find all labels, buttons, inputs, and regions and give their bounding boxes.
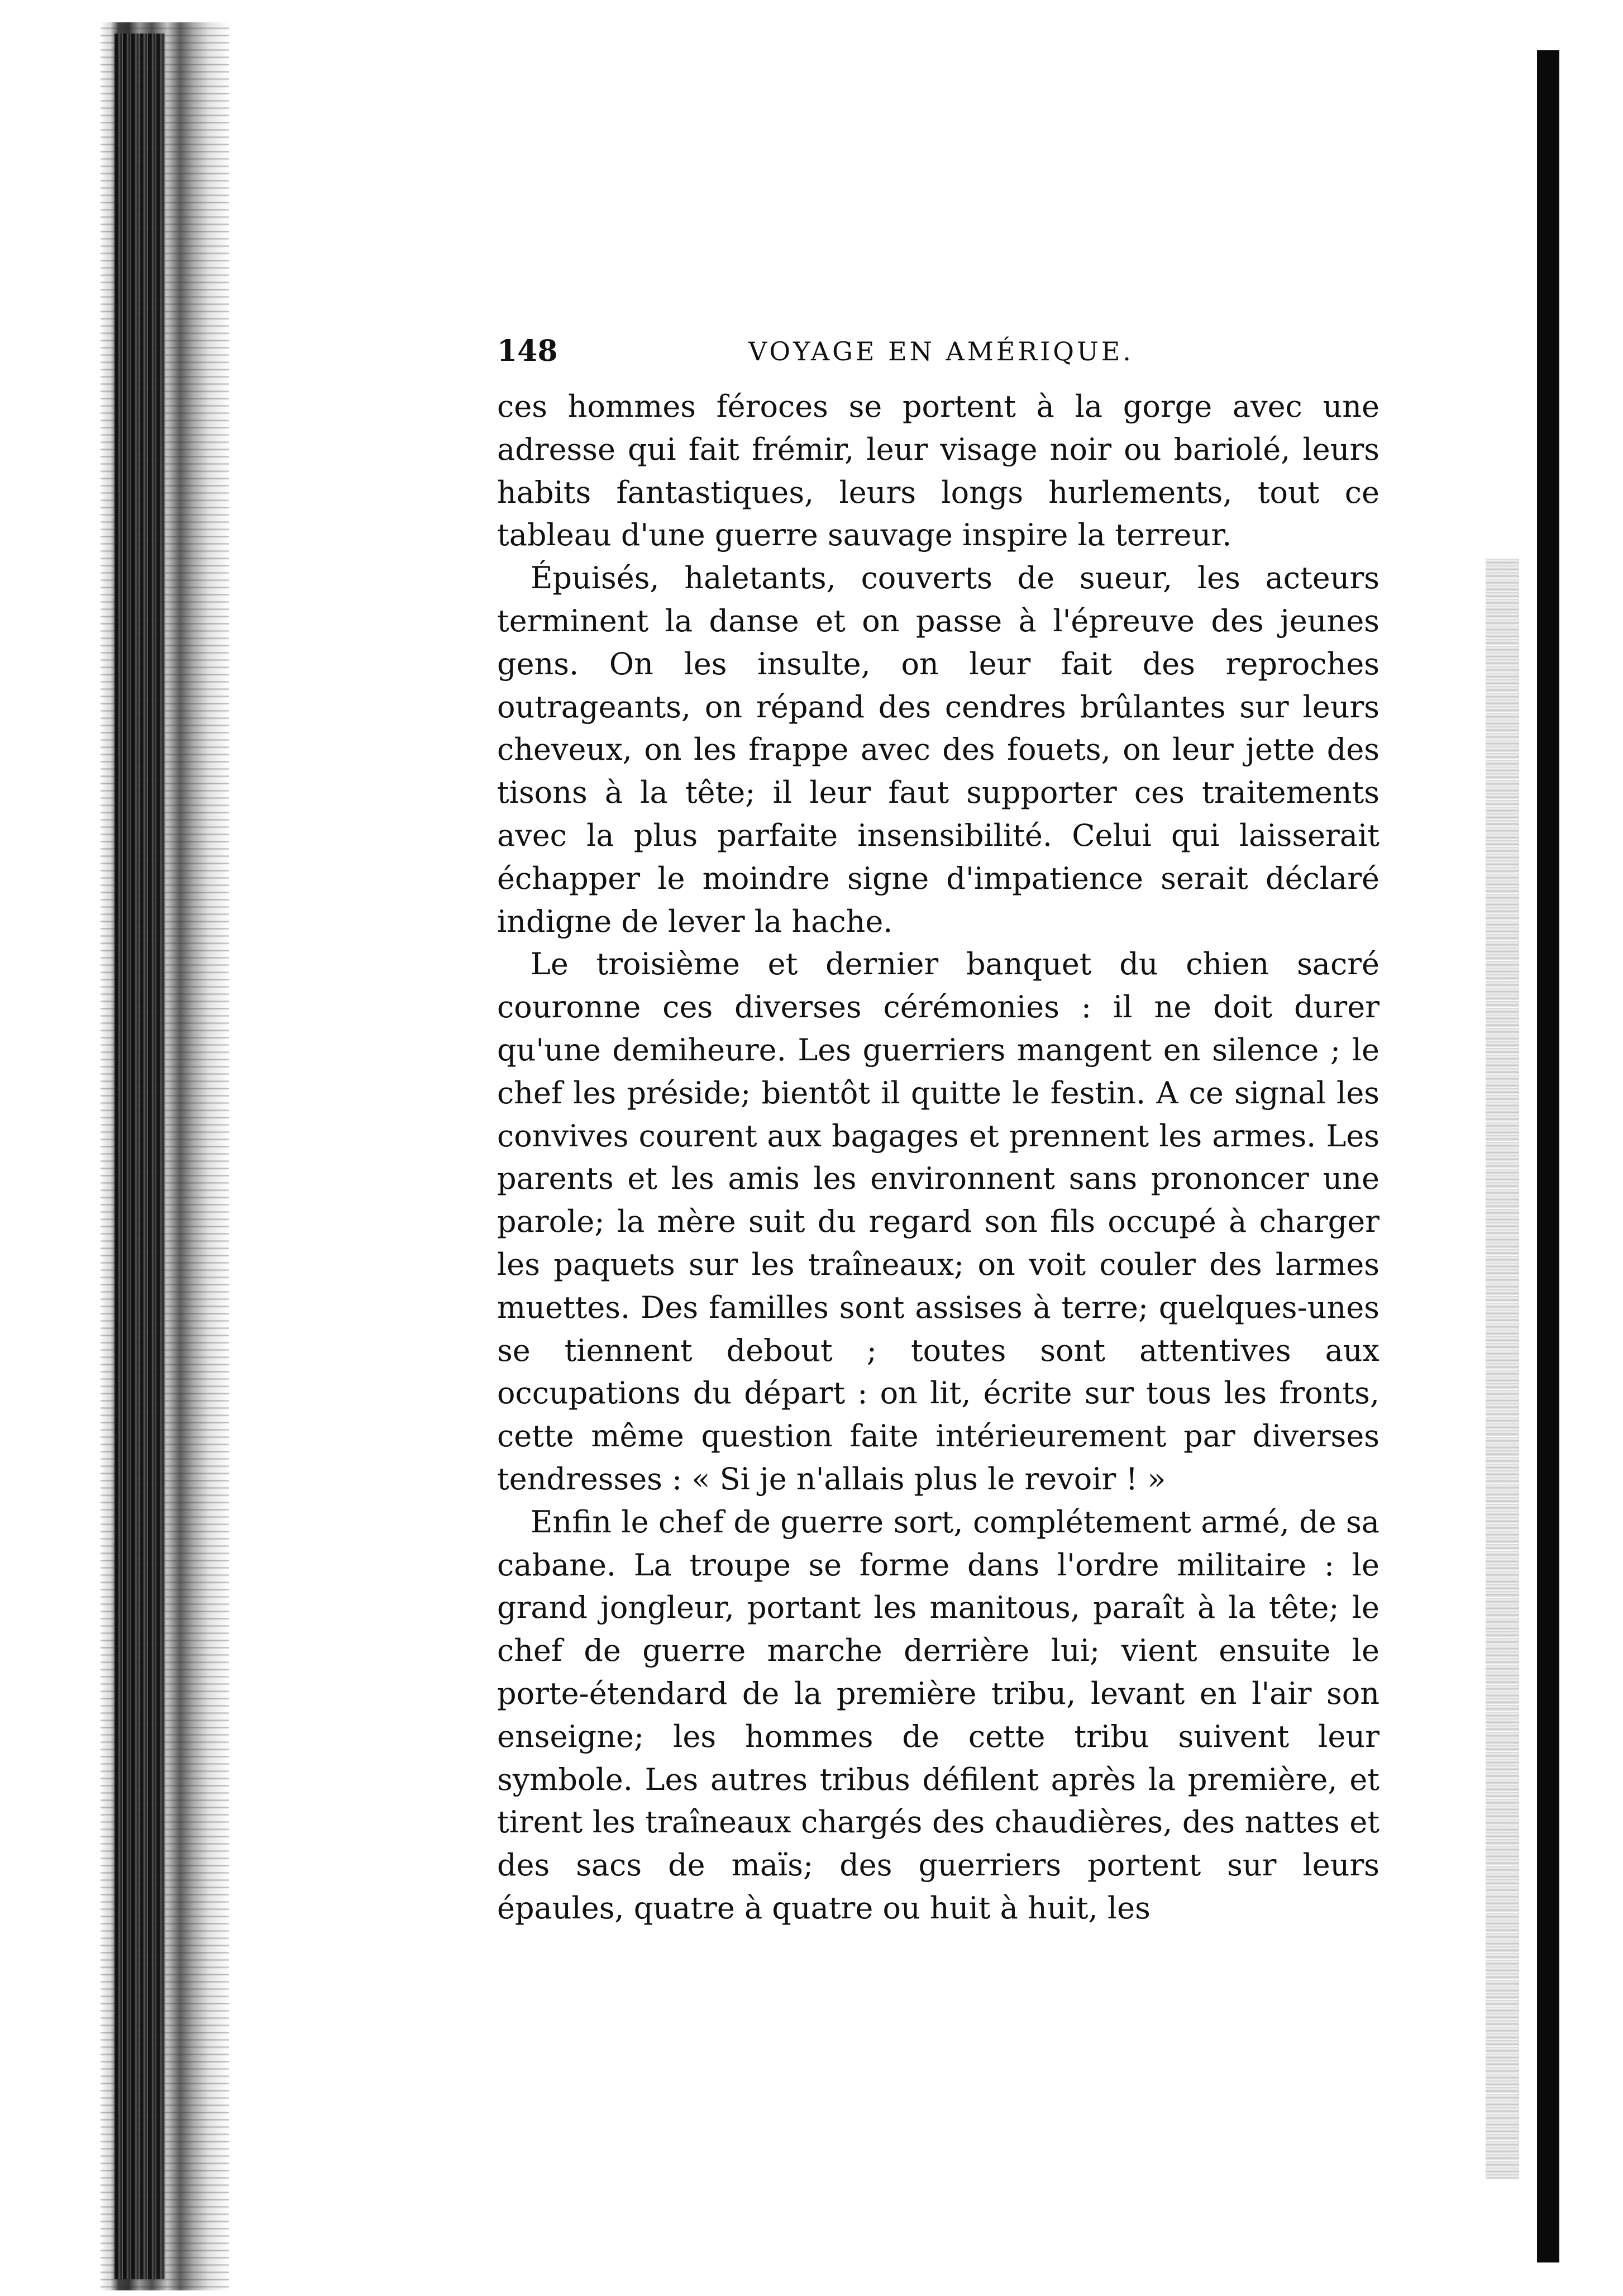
running-title: VOYAGE EN AMÉRIQUE. xyxy=(748,336,1134,366)
paragraph-3: Le troisième et dernier banquet du chien sacré couronne ces diverses cérémonies : il ne doit durer qu'une demiheure. Les guerriers mangent en silence ; le chef les préside; bientôt il quitte le festin. A ce signal les convives courent aux bagages et prennent les armes. Les parents et les amis les environnent sans prononcer une parole; la mère suit du regard son fils occupé à charger les paquets sur les traîneaux; on voit couler des larmes muettes. Des familles sont assises à terre; quelques-unes se tiennent debout ; toutes sont attentives aux occupations du départ : on lit, écrite sur tous les fronts, cette même question faite intérieurement par diverses tendresses : « Si je n'allais plus le revoir ! » xyxy=(497,946,1379,1497)
page-number: 148 xyxy=(497,334,558,368)
right-edge-shadow xyxy=(1537,50,1559,2262)
page-edge-noise xyxy=(1486,559,1519,2179)
paragraph-2: Épuisés, haletants, couverts de sueur, les acteurs terminent la danse et on passe à l'épreuve des jeunes gens. On les insulte, on leur fait des reproches outrageants, on répand des cendres brûlantes sur leurs cheveux, on les frappe avec des fouets, on leur jette des tisons à la tête; il leur faut supporter ces traitements avec la plus parfaite insensibilité. Celui qui laisserait échapper le moindre signe d'impatience serait déclaré indigne de lever la hache. xyxy=(497,560,1379,939)
body-text xyxy=(497,385,1379,1930)
paragraph-1: ces hommes féroces se portent à la gorge avec une adresse qui fait frémir, leur visage noir ou bariolé, leurs habits fantastiques, leurs longs hurlements, tout ce tableau d'une guerre sauvage inspire la terreur. xyxy=(497,389,1379,553)
paragraph-4: Enfin le chef de guerre sort, complétement armé, de sa cabane. La troupe se forme dans l'ordre militaire : le grand jongleur, portant les manitous, paraît à la tête; le chef de guerre marche derrière lui; vient ensuite le porte-étendard de la première tribu, levant en l'air son enseigne; les hommes de cette tribu suivent leur symbole. Les autres tribus défilent après la première, et tirent les traîneaux chargés des chaudières, des nattes et des sacs de maïs; des guerriers portent sur leurs épaules, quatre à quatre ou huit à huit, les xyxy=(497,1504,1379,1926)
page-header xyxy=(497,334,1145,373)
binding-edge xyxy=(114,34,165,2279)
